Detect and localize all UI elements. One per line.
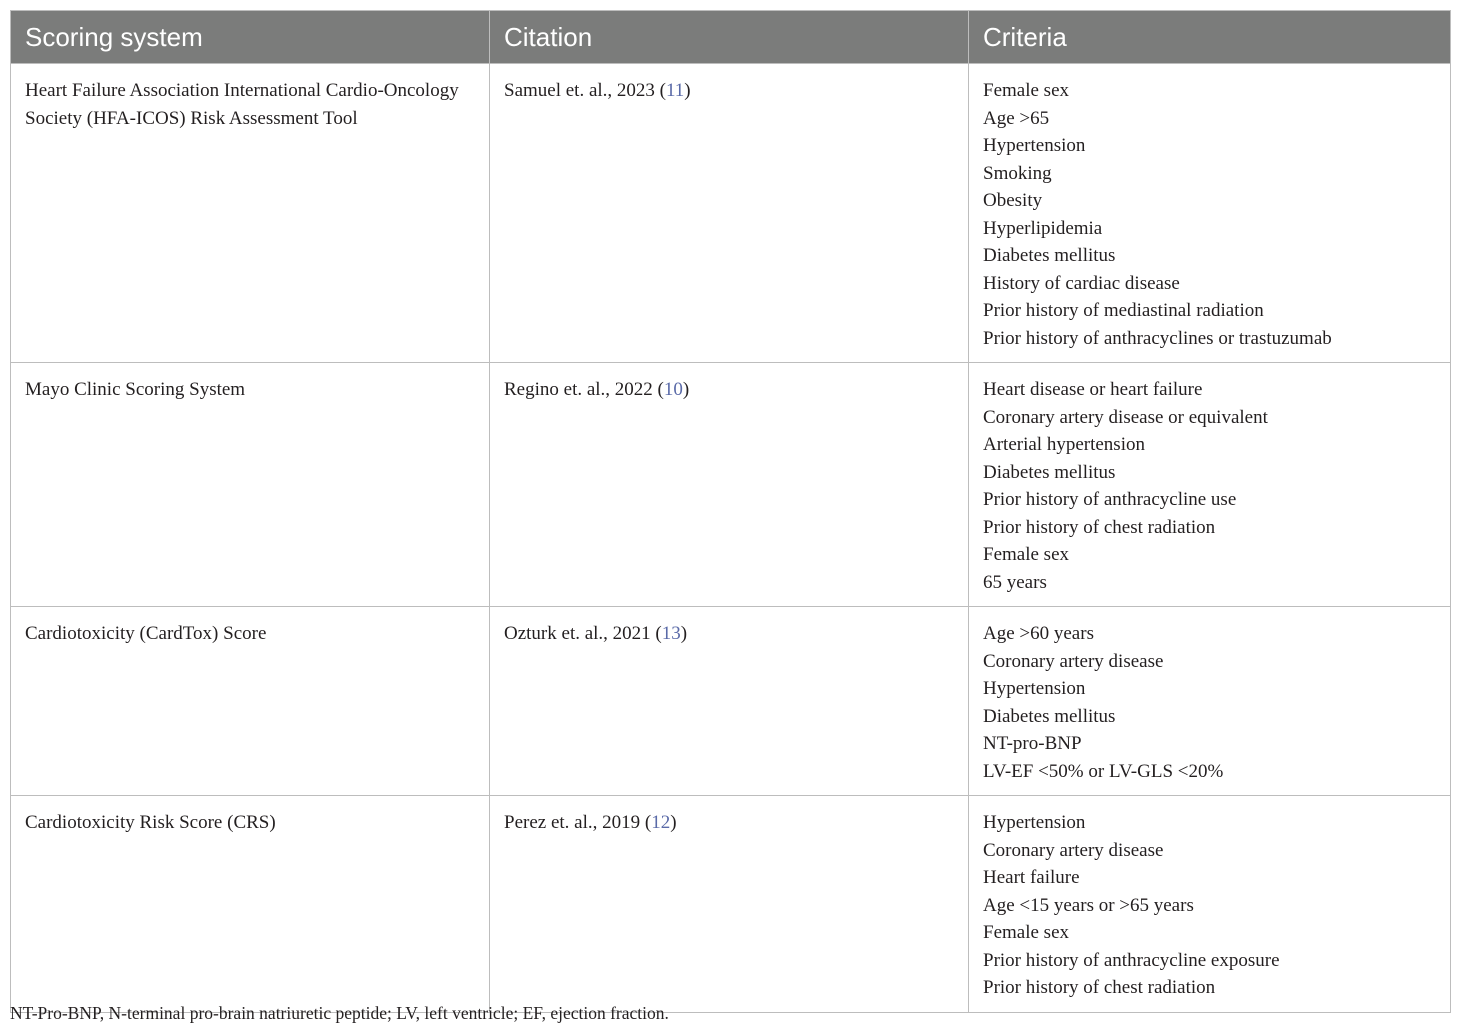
- scoring-system-cell: Heart Failure Association International Cardio-Oncology Society (HFA-ICOS) Risk Assessment Tool: [11, 64, 490, 363]
- citation-cell: [490, 607, 969, 796]
- criteria-cell: [969, 607, 1451, 796]
- criteria-item: Obesity: [983, 190, 1043, 211]
- criteria-item: Female sex: [983, 80, 1070, 101]
- criteria-item: Prior history of anthracyclines or trastuzumab: [983, 327, 1332, 349]
- table-header-row: [11, 11, 1451, 64]
- criteria-item: Arterial hypertension: [983, 434, 1145, 455]
- criteria-item: Female sex: [983, 922, 1070, 943]
- criteria-cell: [969, 64, 1451, 363]
- criteria-item: Prior history of anthracycline use: [983, 489, 1237, 510]
- risk-score-table-container: [10, 10, 1450, 1013]
- table-row: [11, 363, 1451, 607]
- reference-link[interactable]: 11: [666, 80, 685, 101]
- criteria-item: Prior history of chest radiation: [983, 516, 1216, 538]
- criteria-item: Coronary artery disease: [983, 839, 1164, 861]
- header-criteria: Criteria: [969, 11, 1451, 64]
- table-row: [11, 796, 1451, 1013]
- criteria-item: NT-pro-BNP: [983, 733, 1082, 754]
- scoring-system-cell: Cardiotoxicity (CardTox) Score: [11, 607, 490, 796]
- reference-link[interactable]: 10: [663, 379, 683, 400]
- criteria-item: Coronary artery disease: [983, 650, 1164, 672]
- criteria-item: Prior history of chest radiation: [983, 977, 1216, 998]
- citation-close: ): [682, 379, 690, 400]
- table-footnote: NT-Pro-BNP, N-terminal pro-brain natriuretic peptide; LV, left ventricle; EF, ejection fraction.: [10, 1003, 669, 1023]
- criteria-item: Heart failure: [983, 867, 1080, 888]
- header-scoring-system: Scoring system: [11, 11, 490, 64]
- scoring-system-cell: Cardiotoxicity Risk Score (CRS): [11, 796, 490, 1013]
- criteria-cell: [969, 363, 1451, 607]
- criteria-item: Prior history of anthracycline exposure: [983, 949, 1280, 971]
- criteria-item: History of cardiac disease: [983, 272, 1180, 294]
- scoring-system-cell: Mayo Clinic Scoring System: [11, 363, 490, 607]
- citation-cell: [490, 64, 969, 363]
- citation-close: ): [670, 812, 677, 833]
- criteria-item: Diabetes mellitus: [983, 245, 1116, 266]
- citation-close: ): [684, 80, 691, 101]
- criteria-item: Prior history of mediastinal radiation: [983, 300, 1264, 321]
- criteria-item: Age <15 years or >65 years: [983, 894, 1194, 916]
- criteria-item: Age >60 years: [983, 623, 1094, 644]
- citation-text: Samuel et. al., 2023 (: [504, 80, 666, 101]
- criteria-item: Hypertension: [983, 812, 1086, 833]
- criteria-item: Coronary artery disease or equivalent: [983, 406, 1268, 428]
- risk-score-table: [10, 10, 1451, 1013]
- citation-text: Regino et. al., 2022 (: [504, 379, 664, 400]
- table-body: [11, 64, 1451, 1013]
- criteria-item: Smoking: [983, 162, 1052, 184]
- criteria-item: Diabetes mellitus: [983, 705, 1116, 727]
- table-row: [11, 64, 1451, 363]
- reference-link[interactable]: 12: [651, 812, 671, 833]
- citation-text: Perez et. al., 2019 (: [504, 812, 652, 833]
- criteria-item: 65 years: [983, 571, 1047, 593]
- criteria-item: Female sex: [983, 544, 1070, 565]
- citation-text: Ozturk et. al., 2021 (: [504, 623, 662, 644]
- criteria-item: LV-EF <50% or LV-GLS <20%: [983, 760, 1224, 782]
- criteria-cell: [969, 796, 1451, 1013]
- criteria-item: Diabetes mellitus: [983, 461, 1116, 483]
- citation-close: ): [680, 623, 688, 644]
- criteria-item: Hypertension: [983, 135, 1086, 156]
- table-row: [11, 607, 1451, 796]
- citation-cell: [490, 363, 969, 607]
- reference-link[interactable]: 13: [661, 623, 681, 644]
- criteria-item: Heart disease or heart failure: [983, 379, 1203, 400]
- citation-cell: [490, 796, 969, 1013]
- criteria-item: Hyperlipidemia: [983, 217, 1103, 239]
- table-header: [11, 11, 1451, 64]
- header-citation: Citation: [490, 11, 969, 64]
- criteria-item: Age >65: [983, 107, 1050, 129]
- criteria-item: Hypertension: [983, 678, 1086, 699]
